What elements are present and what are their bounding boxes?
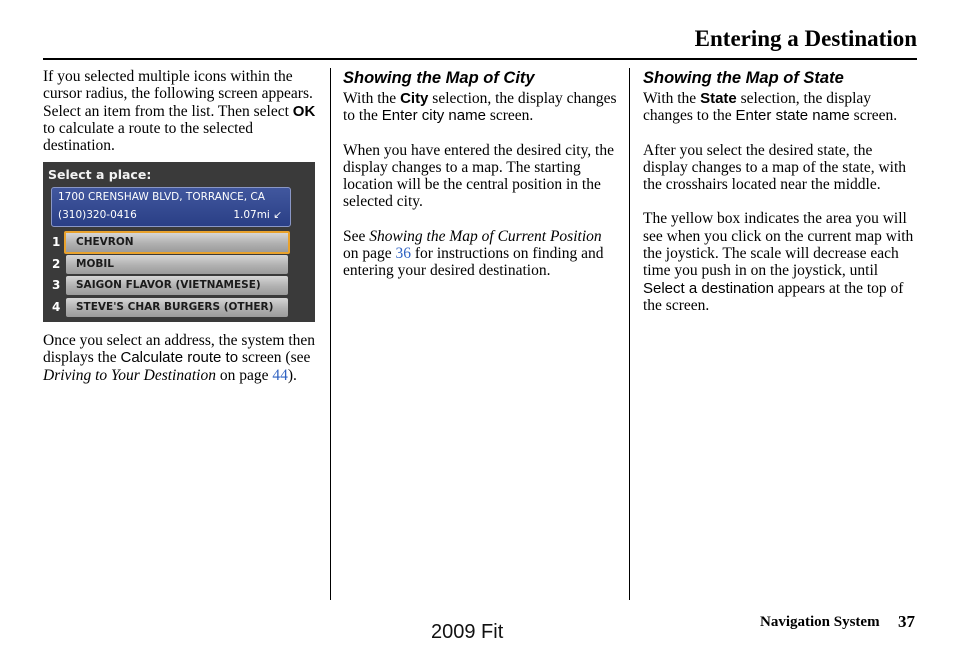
place-item-saigon-flavor[interactable]	[66, 276, 288, 295]
city-map-paragraph: When you have entered the desired city, the display changes to a map. The starting location will be the central position in the selected city.	[343, 141, 614, 211]
see-also-paragraph: See Showing the Map of Current Position on page 36 for instructions on finding and entering your desired destination.	[343, 227, 604, 280]
city-selection-label: City	[400, 90, 429, 107]
select-destination-screen: Select a destination	[643, 279, 774, 297]
page-header-title: Entering a Destination	[694, 26, 917, 51]
item-number: 3	[52, 278, 61, 292]
section-heading-state: Showing the Map of State	[643, 69, 844, 87]
page-number: 37	[898, 612, 915, 631]
yellow-box-paragraph: The yellow box indicates the area you will see when you click on the current map with the joystick. The scale will decrease each time you push in on the joystick, until Select a destination appears at the top of the screen.	[643, 210, 914, 314]
column-divider	[629, 68, 630, 600]
place-label: CHEVRON	[76, 236, 134, 248]
page-44-link[interactable]: 44	[272, 366, 288, 384]
state-map-paragraph: After you select the desired state, the display changes to a map of the state, with the crosshairs located near the middle.	[643, 141, 907, 194]
state-paragraph: With the State selection, the display changes to the Enter state name screen.	[643, 90, 898, 125]
item-number: 4	[52, 300, 61, 314]
screen-title: Select a place:	[48, 167, 152, 182]
select-place-screen	[43, 162, 315, 322]
ok-label: OK	[292, 102, 316, 120]
header-rule	[43, 58, 917, 60]
place-item-chevron[interactable]	[64, 231, 290, 254]
heading-arrow-icon: ↙	[273, 209, 282, 221]
place-label: SAIGON FLAVOR (VIETNAMESE)	[76, 279, 261, 291]
address-line: 1700 CRENSHAW BLVD, TORRANCE, CA	[58, 191, 265, 203]
item-number: 2	[52, 257, 61, 271]
column-2	[343, 68, 617, 297]
address-bar	[51, 187, 291, 227]
watermark: 2009 Fit	[431, 621, 504, 643]
footer-label: Navigation System	[760, 614, 880, 630]
page-36-link[interactable]: 36	[395, 245, 412, 263]
section-heading-city: Showing the Map of City	[343, 69, 535, 87]
column-3	[643, 68, 917, 331]
place-label: STEVE'S CHAR BURGERS (OTHER)	[76, 301, 274, 313]
state-selection-label: State	[700, 90, 737, 107]
calculate-route-paragraph: Once you select an address, the system then displays the Calculate route to screen (see Driving to Your Destination on page 44).	[43, 332, 316, 384]
column-1	[43, 68, 318, 171]
intro-paragraph: If you selected multiple icons within the cursor radius, the following screen appears. Select an item from the list. Then select OK to calculate a route to the selected destination.	[43, 68, 316, 155]
place-item-steves-char-burgers[interactable]	[66, 298, 288, 317]
distance-readout: 1.07mi ↙	[233, 209, 282, 221]
reference-title: Driving to Your Destination	[43, 366, 216, 384]
enter-city-name-screen: Enter city name	[381, 107, 486, 125]
column-divider	[330, 68, 331, 600]
enter-state-name-screen: Enter state name	[735, 107, 850, 125]
place-label: MOBIL	[76, 258, 114, 270]
column-1-lower	[43, 332, 318, 401]
reference-title: Showing the Map of Current Position	[369, 227, 602, 245]
city-paragraph: With the City selection, the display changes to the Enter city name screen.	[343, 90, 617, 125]
item-number: 1	[52, 235, 61, 249]
calculate-route-screen-name: Calculate route to	[120, 349, 239, 367]
phone-number: (310)320-0416	[58, 209, 137, 221]
place-item-mobil[interactable]	[66, 255, 288, 274]
